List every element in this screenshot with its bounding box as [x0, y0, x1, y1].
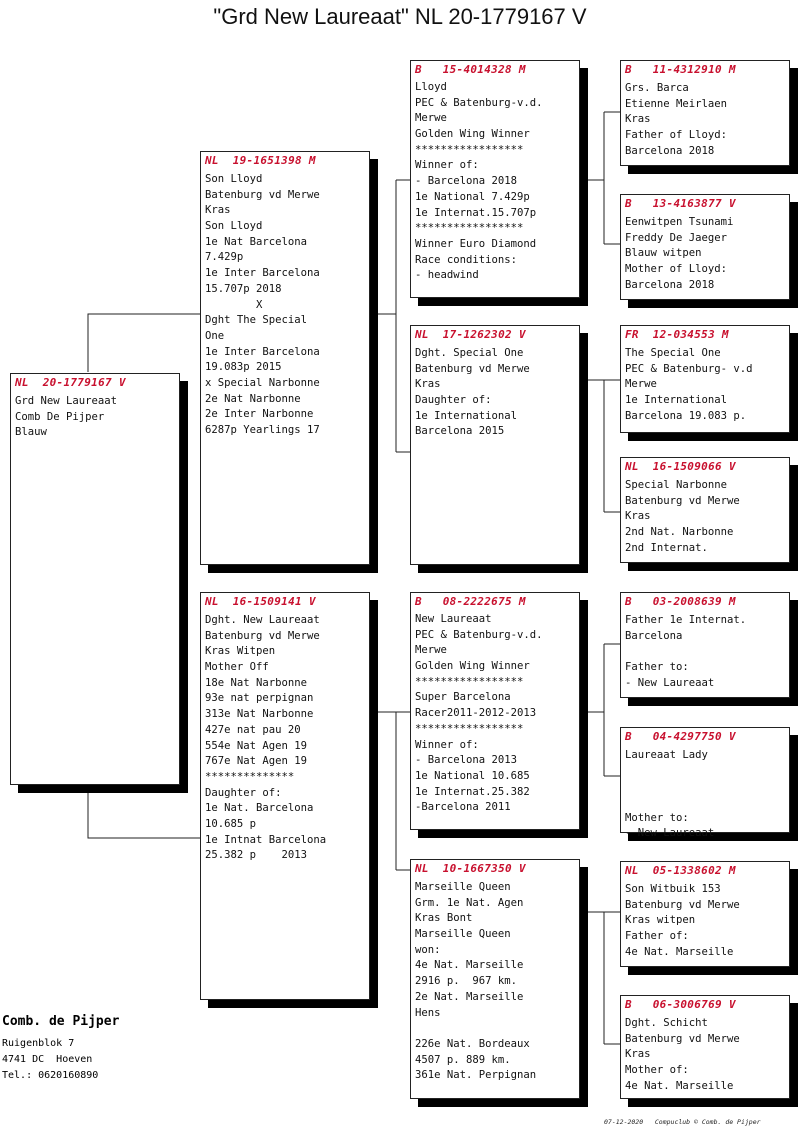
info-line: Etienne Meirlaen	[625, 97, 728, 110]
pedigree-box-ddd	[620, 995, 790, 1099]
pedigree-box-sire	[200, 151, 370, 565]
info-line: Blauw witpen	[625, 247, 702, 260]
pedigree-box-sire-dam	[410, 325, 580, 565]
footer-credit: 07-12-2020 Compuclub © Comb. de Pijper	[604, 1118, 761, 1126]
info-line: Batenburg vd Merwe	[625, 898, 740, 911]
info-line: Kras Witpen	[205, 645, 276, 658]
info-line: Laureaat Lady	[625, 749, 708, 761]
info-line: Kras	[625, 1048, 651, 1061]
ring-number: B 15-4014328 M	[415, 63, 526, 76]
info-line: Grd New Laureaat	[15, 395, 118, 407]
info-line: Winner of:	[415, 738, 479, 751]
info-line: Dght The Special	[205, 314, 308, 327]
owner-name: Comb. de Pijper	[2, 1014, 120, 1029]
info-line	[625, 764, 789, 780]
info-line: Winner Euro Diamond	[415, 237, 537, 250]
info-line: Merwe	[415, 644, 447, 657]
connector-ss	[580, 112, 620, 244]
info-line: New Laureaat	[415, 613, 492, 625]
info-line: PEC & Batenburg-v.d.	[415, 628, 543, 641]
info-line: *****************	[415, 222, 524, 235]
info-line: Grs. Barca	[625, 82, 689, 94]
info-line: 767e Nat Agen 19	[205, 755, 308, 768]
info-line: 1e Inter Barcelona	[205, 267, 320, 280]
ring-number: NL 17-1262302 V	[415, 328, 526, 341]
info-line: Kras	[625, 113, 651, 126]
info-line: Kras Bont	[415, 912, 473, 925]
info-line: Kras	[205, 204, 231, 217]
info-line: 1e National 10.685	[415, 769, 530, 782]
info-line	[625, 779, 789, 795]
owner-address-city: 4741 DC Hoeven	[2, 1054, 93, 1065]
info-line: Batenburg vd Merwe	[625, 494, 740, 507]
info-line: 4e Nat. Marseille	[625, 1079, 734, 1092]
ring-number: B 08-2222675 M	[415, 595, 526, 608]
info-line: 226e Nat. Bordeaux	[415, 1037, 530, 1050]
info-line: 2e Inter Narbonne	[205, 408, 314, 421]
ring-number: B 11-4312910 M	[625, 63, 736, 76]
pedigree-box-dam	[200, 592, 370, 1000]
info-line: 4e Nat. Marseille	[415, 959, 524, 972]
bird-info	[625, 478, 789, 556]
info-line: 2nd Nat. Narbonne	[625, 526, 734, 539]
connector-sd	[580, 380, 620, 512]
info-line: **************	[205, 770, 295, 783]
info-line: 1e Nat Barcelona	[205, 235, 308, 248]
info-line: One	[205, 329, 225, 342]
info-line: Golden Wing Winner	[415, 660, 530, 673]
info-line: Lloyd	[415, 81, 447, 93]
info-line: Hens	[415, 1006, 441, 1019]
info-line: x Special Narbonne	[205, 376, 320, 389]
info-line: 2e Nat Narbonne	[205, 392, 301, 405]
info-line: 19.083p 2015	[205, 361, 282, 374]
info-line: won:	[415, 943, 441, 956]
info-line: 2916 p. 967 km.	[415, 975, 518, 988]
ring-number: B 06-3006769 V	[625, 998, 736, 1011]
pedigree-box-dam-sire	[410, 592, 580, 830]
info-line: 15.707p 2018	[205, 282, 282, 295]
info-line: 10.685 p	[205, 817, 257, 830]
info-line: Barcelona 2018	[625, 278, 715, 291]
pedigree-box-dam-dam	[410, 859, 580, 1099]
info-line: Blauw	[15, 426, 47, 439]
ring-number: FR 12-034553 M	[625, 328, 729, 341]
bird-info	[625, 1016, 789, 1094]
bird-info	[625, 748, 789, 842]
info-line: Mother to:	[625, 811, 689, 824]
info-line: Kras witpen	[625, 914, 696, 927]
info-line: Marseille Queen	[415, 928, 511, 941]
owner-address-street: Ruigenblok 7	[2, 1038, 75, 1049]
info-line: *****************	[415, 143, 524, 156]
info-line: Kras	[625, 510, 651, 523]
info-line: 25.382 p 2013	[205, 849, 308, 862]
info-line: Racer2011-2012-2013	[415, 707, 537, 720]
info-line: Marseille Queen	[415, 881, 511, 893]
info-line: 1e Nat. Barcelona	[205, 802, 314, 815]
info-line: Daughter of:	[205, 786, 282, 799]
info-line: PEC & Batenburg-v.d.	[415, 96, 543, 109]
pedigree-box-sds	[620, 325, 790, 433]
info-line: 1e Internat.25.382	[415, 785, 530, 798]
pedigree-box-dss	[620, 592, 790, 698]
info-line: - New Laureaat	[625, 676, 715, 689]
info-line: PEC & Batenburg- v.d	[625, 362, 753, 375]
bird-info	[205, 172, 369, 439]
info-line: - New Laureaat	[625, 827, 715, 840]
bird-info	[625, 882, 789, 960]
ring-number: NL 19-1651398 M	[205, 154, 316, 167]
info-line: Son Witbuik 153	[625, 883, 721, 895]
bird-info	[415, 612, 579, 816]
info-line	[415, 1021, 579, 1037]
info-line: 18e Nat Narbonne	[205, 676, 308, 689]
ring-number: NL 20-1779167 V	[15, 376, 126, 389]
info-line: Merwe	[625, 378, 657, 391]
info-line: Super Barcelona	[415, 691, 511, 704]
info-line: *****************	[415, 675, 524, 688]
info-line: - Barcelona 2018	[415, 175, 518, 188]
info-line: 4e Nat. Marseille	[625, 945, 734, 958]
page-title: "Grd New Laureaat" NL 20-1779167 V	[213, 4, 587, 29]
info-line: Batenburg vd Merwe	[415, 362, 530, 375]
info-line: Mother Off	[205, 661, 269, 674]
info-line: Mother of Lloyd:	[625, 263, 728, 276]
ring-number: NL 16-1509066 V	[625, 460, 736, 473]
info-line: Dght. Special One	[415, 347, 524, 359]
info-line: - Barcelona 2013	[415, 754, 518, 767]
ring-number: NL 16-1509141 V	[205, 595, 316, 608]
ring-number: B 03-2008639 M	[625, 595, 736, 608]
ring-number: B 13-4163877 V	[625, 197, 736, 210]
info-line: Mother of:	[625, 1064, 689, 1077]
connector-ds	[580, 644, 620, 776]
info-line: 6287p Yearlings 17	[205, 424, 320, 436]
info-line: 1e International	[415, 409, 518, 422]
info-line: Son Lloyd	[205, 173, 263, 185]
info-line: Dght. New Laureaat	[205, 614, 320, 626]
info-line: Batenburg vd Merwe	[205, 629, 320, 642]
ring-number: B 04-4297750 V	[625, 730, 736, 743]
info-line: 554e Nat Agen 19	[205, 739, 308, 752]
connector-dam	[372, 712, 410, 870]
bird-info	[625, 346, 789, 424]
info-line: Golden Wing Winner	[415, 128, 530, 141]
bird-info	[415, 346, 579, 440]
info-line: 313e Nat Narbonne	[205, 708, 314, 721]
pedigree-box-sdd	[620, 457, 790, 563]
info-line: Barcelona	[625, 629, 683, 642]
info-line: Father of Lloyd:	[625, 129, 728, 142]
bird-info	[415, 80, 579, 284]
info-line: Comb De Pijper	[15, 410, 105, 423]
bird-info	[625, 215, 789, 293]
bird-info	[415, 880, 579, 1084]
info-line: Merwe	[415, 112, 447, 125]
pedigree-box-ssd	[620, 194, 790, 300]
info-line: X	[205, 298, 263, 311]
info-line: 93e nat perpignan	[205, 692, 314, 705]
info-line	[625, 795, 789, 811]
bird-info	[625, 613, 789, 691]
info-line: 1e International	[625, 394, 728, 407]
pedigree-box-sire-sire	[410, 60, 580, 298]
bird-info	[15, 394, 179, 441]
info-line	[625, 644, 789, 660]
bird-info	[625, 81, 789, 159]
owner-phone: Tel.: 0620160890	[2, 1070, 99, 1081]
bird-info	[205, 613, 369, 864]
info-line: Dght. Schicht	[625, 1017, 708, 1029]
info-line: 2nd Internat.	[625, 541, 708, 554]
info-line: Special Narbonne	[625, 479, 728, 491]
info-line: Father 1e Internat.	[625, 614, 747, 626]
pedigree-box-main	[10, 373, 180, 785]
info-line: Batenburg vd Merwe	[625, 1032, 740, 1045]
info-line: Batenburg vd Merwe	[205, 188, 320, 201]
info-line: Barcelona 2015	[415, 425, 505, 438]
info-line: 361e Nat. Perpignan	[415, 1069, 537, 1082]
info-line: 7.429p	[205, 251, 244, 264]
connector-sire	[372, 180, 410, 452]
info-line: Freddy De Jaeger	[625, 231, 728, 244]
info-line: Barcelona 2018	[625, 144, 715, 157]
info-line: Daughter of:	[415, 394, 492, 407]
info-line: Winner of:	[415, 159, 479, 172]
info-line: Eenwitpen Tsunami	[625, 216, 734, 228]
ring-number: NL 05-1338602 M	[625, 864, 736, 877]
info-line: The Special One	[625, 347, 721, 359]
connector-dd	[580, 912, 620, 1044]
info-line: *****************	[415, 722, 524, 735]
pedigree-box-dsd	[620, 727, 790, 840]
info-line: 1e Inter Barcelona	[205, 345, 320, 358]
info-line: 1e Internat.15.707p	[415, 206, 537, 219]
info-line: Son Lloyd	[205, 220, 263, 233]
info-line: 427e nat pau 20	[205, 723, 301, 736]
info-line: 2e Nat. Marseille	[415, 990, 524, 1003]
info-line: Barcelona 19.083 p.	[625, 409, 747, 422]
info-line: Race conditions:	[415, 253, 518, 266]
info-line: 1e National 7.429p	[415, 190, 530, 203]
pedigree-box-dds	[620, 861, 790, 967]
info-line: Father of:	[625, 930, 689, 943]
info-line: Kras	[415, 378, 441, 391]
info-line: 4507 p. 889 km.	[415, 1053, 511, 1066]
info-line: Father to:	[625, 661, 689, 674]
info-line: Grm. 1e Nat. Agen	[415, 896, 524, 909]
pedigree-box-sss	[620, 60, 790, 166]
ring-number: NL 10-1667350 V	[415, 862, 526, 875]
info-line: -Barcelona 2011	[415, 801, 511, 814]
info-line: - headwind	[415, 269, 479, 282]
info-line: 1e Intnat Barcelona	[205, 833, 327, 846]
